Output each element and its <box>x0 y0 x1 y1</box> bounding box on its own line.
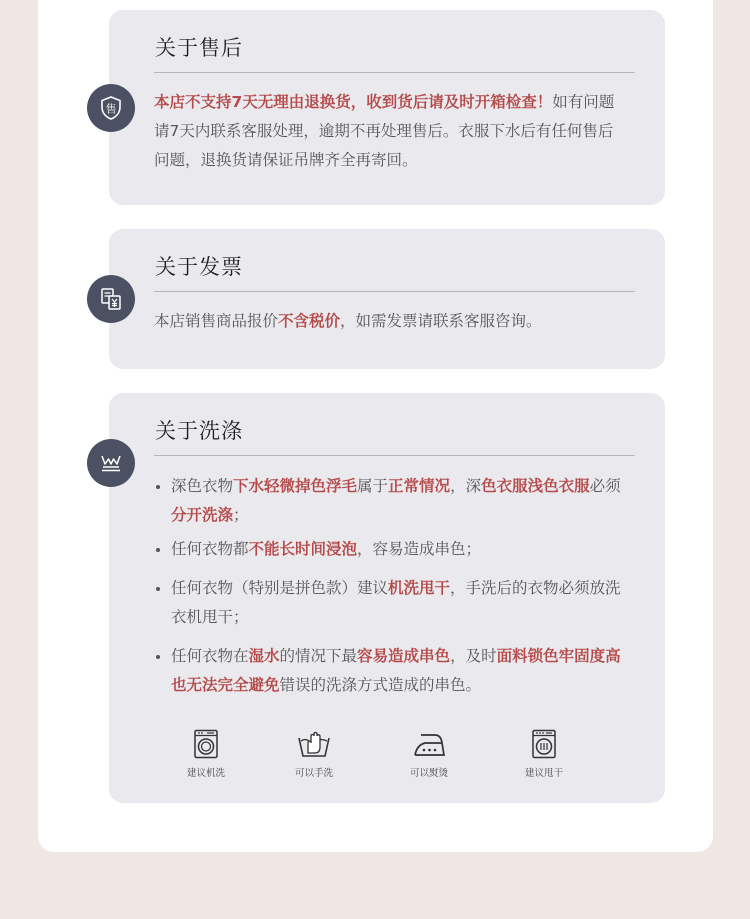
bullet-highlight: 下水轻微掉色浮毛 <box>233 477 358 495</box>
bullet-text: 的情况下最 <box>279 647 358 665</box>
tumble-dry-icon <box>531 729 557 759</box>
bullet-text: 任何衣物（特别是拼色款）建议 <box>171 579 389 597</box>
aftersale-divider <box>154 72 635 73</box>
invoice-text <box>154 307 624 336</box>
bullet-text: ，及时 <box>450 647 497 665</box>
list-item <box>154 535 626 564</box>
bullet-text: ； <box>233 506 249 524</box>
bullet-highlight: 容易造成串色 <box>357 647 451 665</box>
badge-char: 售 <box>105 102 117 116</box>
invoice-icon <box>87 275 135 323</box>
care-hand-wash <box>274 729 354 779</box>
washing-list <box>154 472 626 700</box>
invoice-card <box>109 229 665 369</box>
list-item <box>154 472 626 530</box>
shield-sale-icon-glyph <box>98 95 124 121</box>
aftersale-body: 如有问题请7天内联系客服处理，逾期不再处理售后。衣服下水后有任何售后问题，退换货请保证吊牌齐全再寄回。 <box>154 93 615 169</box>
invoice-text-part1: 本店销售商品报价 <box>154 312 279 330</box>
invoice-title: 关于发票 <box>155 255 243 279</box>
bullet-highlight: 色衣服浅色衣服 <box>481 477 590 495</box>
bullet-text: 任何衣物都 <box>171 540 249 558</box>
care-tumble-dry <box>504 729 584 779</box>
bullet-text: ，手洗后的衣物必须放洗衣机甩干； <box>171 579 621 626</box>
iron-icon <box>411 729 447 759</box>
washing-divider <box>154 455 635 456</box>
care-label: 可以手洗 <box>294 768 333 779</box>
care-iron <box>389 729 469 779</box>
wash-basin-icon-glyph <box>98 450 124 476</box>
invoice-icon-glyph <box>98 286 124 312</box>
care-label: 建议甩干 <box>524 768 563 779</box>
washing-machine-icon <box>193 729 219 759</box>
care-machine-wash <box>166 729 246 779</box>
bullet-text: 属于 <box>357 477 389 495</box>
invoice-highlight: 不含税价 <box>278 312 341 330</box>
washing-title: 关于洗涤 <box>155 419 243 443</box>
list-item <box>154 574 626 632</box>
bullet-highlight: 机洗甩干 <box>388 579 451 597</box>
bullet-text: 错误的洗涤方式造成的串色。 <box>279 676 482 694</box>
bullet-highlight: 不能长时间浸泡 <box>248 540 358 558</box>
shield-sale-icon <box>87 84 135 132</box>
bullet-highlight: 湿水 <box>248 647 280 665</box>
aftersale-highlight: 本店不支持7天无理由退换货，收到货后请及时开箱检查！ <box>154 93 553 111</box>
bullet-text: ，容易造成串色； <box>357 540 482 558</box>
hand-wash-icon <box>297 729 331 759</box>
aftersale-card <box>109 10 665 205</box>
care-label: 建议机洗 <box>186 768 225 779</box>
bullet-text: ，深 <box>450 477 482 495</box>
bullet-text: 深色衣物 <box>171 477 234 495</box>
bullet-highlight: 正常情况 <box>388 477 451 495</box>
aftersale-title: 关于售后 <box>155 36 243 60</box>
bullet-highlight: 面料锁色牢固度高也无法完全避免 <box>171 647 621 694</box>
list-item <box>154 642 626 700</box>
care-label: 可以熨烫 <box>409 768 448 779</box>
wash-basin-icon <box>87 439 135 487</box>
invoice-text-part2: ，如需发票请联系客服咨询。 <box>340 312 542 330</box>
invoice-divider <box>154 291 635 292</box>
bullet-text: 必须 <box>589 477 621 495</box>
bullet-text: 任何衣物在 <box>171 647 249 665</box>
washing-card <box>109 393 665 803</box>
aftersale-text <box>154 88 624 175</box>
bullet-highlight: 分开洗涤 <box>171 506 234 524</box>
